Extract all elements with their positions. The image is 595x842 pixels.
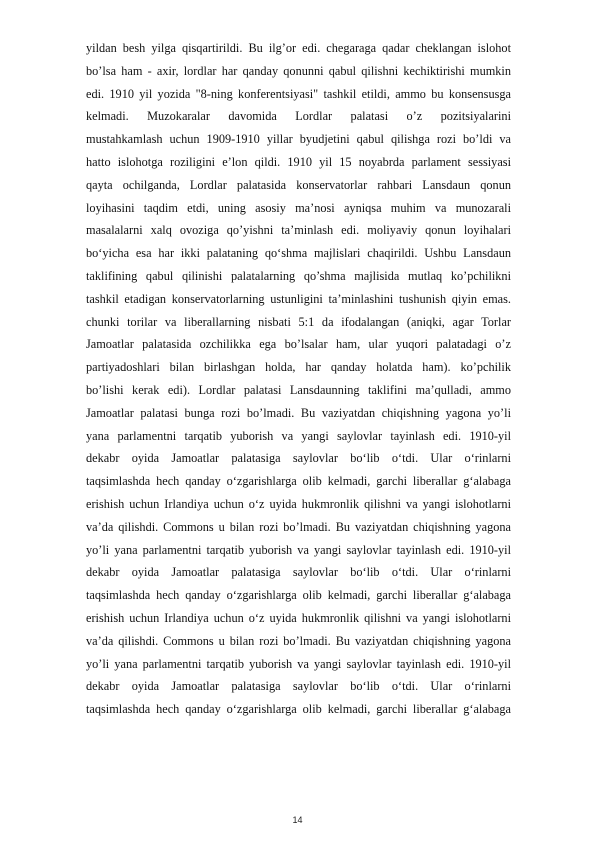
text-line: yana parlamentni tarqatib yuborish va yangi saylovlar tayinlash edi. 1910-yil [86,428,511,443]
text-line: taqsimlashda hech qanday o‘zgarishlarga olib kelmadi, garchi liberallar g‘alabaga [86,474,511,489]
text-line: dekabr oyida Jamoatlar palatasiga saylovlar bo‘lib o‘tdi. Ular o‘rinlarni [86,451,511,466]
text-line: dekabr oyida Jamoatlar palatasiga saylovlar bo‘lib o‘tdi. Ular o‘rinlarni [86,679,511,694]
text-line: Jamoatlar palatasida ozchilikka ega bo’lsalar ham, ular yuqori palatadagi o’z [86,337,511,352]
text-line: masalalarni xalq ovoziga qo’yishni ta’minlash edi. moliyaviy qonun loyihalari [86,223,511,238]
text-line: bo’lsa ham - axir, lordlar har qanday qonunni qabul qilishni kechiktirishi mumkin [86,63,511,78]
page-number: 14 [292,815,303,825]
text-line: erishish uchun Irlandiya uchun o‘z uyida hukmronlik qilishni va yangi islohotlarni [86,610,511,625]
text-line: hatto islohotga roziligini e’lon qildi. 1910 yil 15 noyabrda parlament sessiyasi [86,154,511,169]
text-line: tashkil etadigan konservatorlarning ustunligini ta’minlashini tushunish qiyin emas. [86,291,511,306]
text-line: yildan besh yilga qisqartirildi. Bu ilg’or edi. chegaraga qadar cheklangan islohot [86,41,511,55]
text-line: chunki torilar va liberallarning nisbati 5:1 da ifodalangan (aniqki, agar Torlar [86,314,511,329]
text-line: edi. 1910 yil yozida "8-ning konferentsiyasi" tashkil etildi, ammo bu konsensusga [86,86,511,101]
text-line: Jamoatlar palatasi bunga rozi bo’lmadi. Bu vaziyatdan chiqishning yagona yo’li [86,405,511,420]
text-line: dekabr oyida Jamoatlar palatasiga saylovlar bo‘lib o‘tdi. Ular o‘rinlarni [86,565,511,580]
text-line: erishish uchun Irlandiya uchun o‘z uyida hukmronlik qilishni va yangi islohotlarni [86,496,511,511]
text-line: mustahkamlash uchun 1909-1910 yillar byudjetini qabul qilishga rozi bo’ldi va [86,132,511,147]
text-line: bo‘yicha esa har ikki palataning qo‘shma majlislari chaqirildi. Ushbu Lansdaun [86,246,511,261]
text-line: yo’li yana parlamentni tarqatib yuborish va yangi saylovlar tayinlash edi. 1910-yil [86,542,511,557]
text-line: yo’li yana parlamentni tarqatib yuborish va yangi saylovlar tayinlash edi. 1910-yil [86,656,511,671]
text-line: qayta ochilganda, Lordlar palatasida konservatorlar rahbari Lansdaun qonun [86,177,511,192]
text-line: loyihasini taqdim etdi, uning asosiy ma’nosi ayniqsa muhim va munozarali [86,200,511,215]
text-line: taklifining qabul qilinishi palatalarning qo’shma majlisida mutlaq ko’pchilikni [86,268,511,283]
body-text [86,37,511,721]
text-line: va’da qilishdi. Commons u bilan rozi bo’lmadi. Bu vaziyatdan chiqishning yagona [86,519,511,534]
text-line: partiyadoshlari bilan birlashgan holda, har qanday holatda ham). ko’pchilik [86,360,511,375]
text-line: bo’lishi kerak edi). Lordlar palatasi Lansdaunning taklifini ma’qulladi, ammo [86,382,511,397]
text-line: kelmadi. Muzokaralar davomida Lordlar palatasi o’z pozitsiyalarini [86,109,511,124]
text-line: taqsimlashda hech qanday o‘zgarishlarga olib kelmadi, garchi liberallar g‘alabaga [86,702,511,717]
text-line: va’da qilishdi. Commons u bilan rozi bo’lmadi. Bu vaziyatdan chiqishning yagona [86,633,511,648]
text-line: taqsimlashda hech qanday o‘zgarishlarga olib kelmadi, garchi liberallar g‘alabaga [86,588,511,603]
